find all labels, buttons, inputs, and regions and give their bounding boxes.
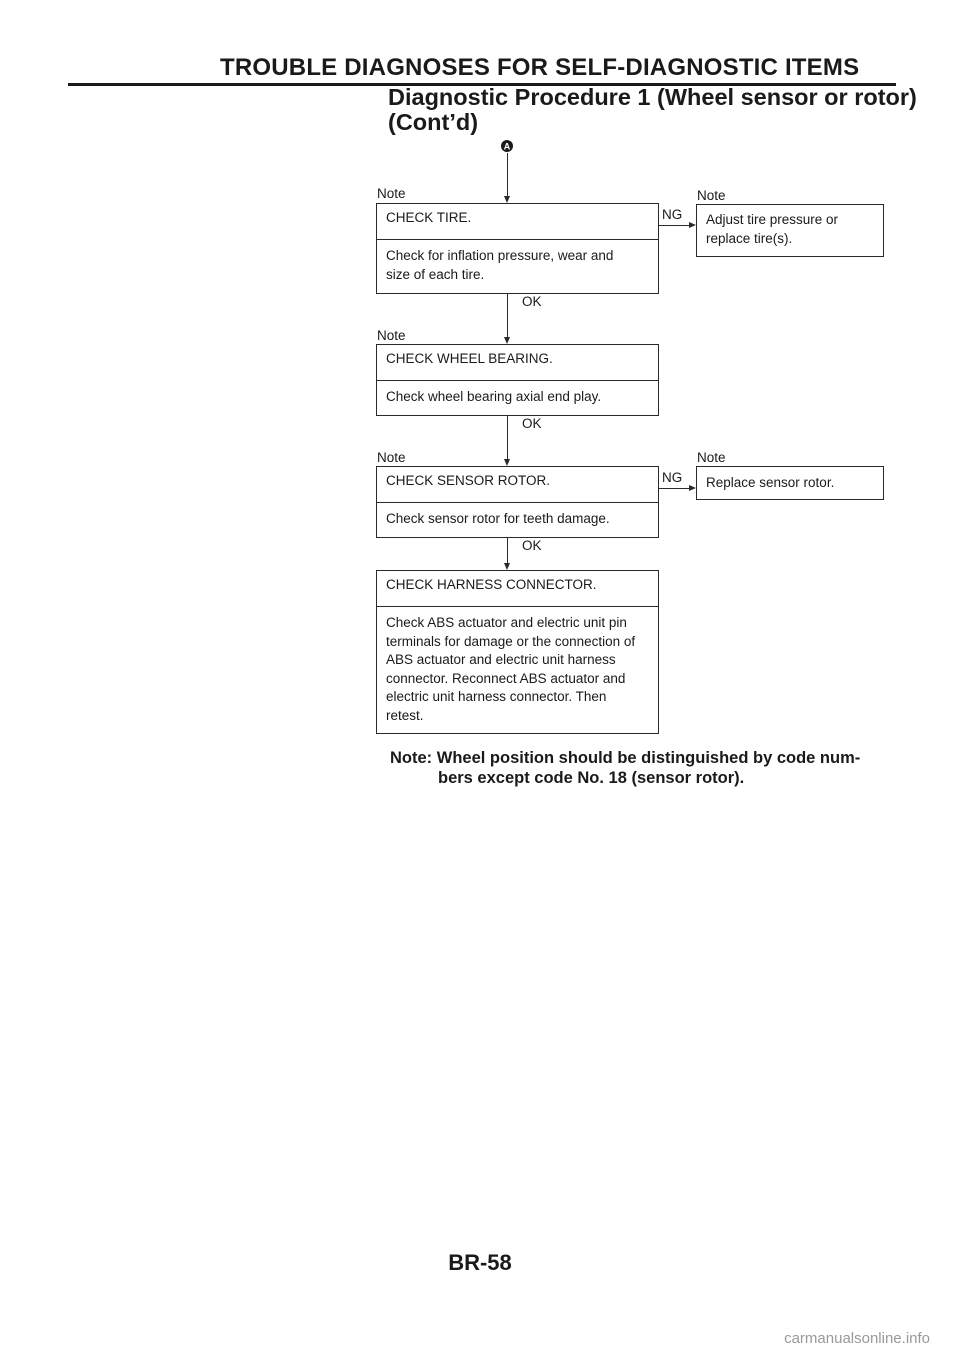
ok-label: OK [522,294,542,309]
flow-line [507,294,508,338]
step-title: CHECK TIRE. [377,204,658,240]
flow-line [659,225,690,226]
ng-label: NG [662,470,683,485]
result-text: Replace sensor rotor. [706,475,835,490]
arrow-down-icon [504,337,510,344]
flow-line [659,488,690,489]
note-label: Note [377,186,406,201]
arrow-right-icon [689,485,696,491]
note-label: Note [377,328,406,343]
ng-label: NG [662,207,683,222]
page-title-line-2: (Cont’d) [388,109,479,135]
step-body: Check for inflation pressure, wear and size of each tire. [386,248,614,282]
step-box-check-wheel-bearing [376,344,659,416]
watermark: carmanualsonline.info [784,1330,930,1347]
step-title: CHECK SENSOR ROTOR. [377,467,658,503]
page-number: BR-58 [448,1250,512,1275]
step-body: Check wheel bearing axial end play. [386,389,602,404]
flow-line [507,538,508,564]
note-label: Note [377,450,406,465]
arrow-right-icon [689,222,696,228]
flow-line [507,416,508,460]
step-body: Check sensor rotor for teeth damage. [386,511,610,526]
arrow-down-icon [504,563,510,570]
arrow-down-icon [504,459,510,466]
step-box-check-sensor-rotor [376,466,659,538]
step-title: CHECK WHEEL BEARING. [377,345,658,381]
footnote-line-2: bers except code No. 18 (sensor rotor). [438,769,745,787]
result-box-replace-sensor-rotor [696,466,884,500]
note-label: Note [697,450,726,465]
step-box-check-tire [376,203,659,294]
ok-label: OK [522,416,542,431]
page-title [388,85,917,135]
connector-a-letter: A [503,141,511,152]
step-title: CHECK HARNESS CONNECTOR. [377,571,658,607]
footnote [390,748,860,788]
arrow-down-icon [504,196,510,203]
step-box-check-harness-connector [376,570,659,734]
section-heading: TROUBLE DIAGNOSES FOR SELF-DIAGNOSTIC ITEMS [220,54,860,81]
page-title-line-1: Diagnostic Procedure 1 (Wheel sensor or rotor) [388,84,917,110]
result-text: Adjust tire pressure or replace tire(s). [706,212,839,246]
note-label: Note [697,188,726,203]
step-body: Check ABS actuator and electric unit pin terminals for damage or the connection of ABS actuator and electric unit harness connector. Reconnect ABS actuator and electric unit harness connector. Then retest. [386,615,636,723]
flow-line [507,153,508,197]
footnote-line-1: Note: Wheel position should be distinguished by code num- [390,749,861,767]
ok-label: OK [522,538,542,553]
result-box-adjust-tire [696,204,884,257]
connector-a-icon [500,139,514,153]
